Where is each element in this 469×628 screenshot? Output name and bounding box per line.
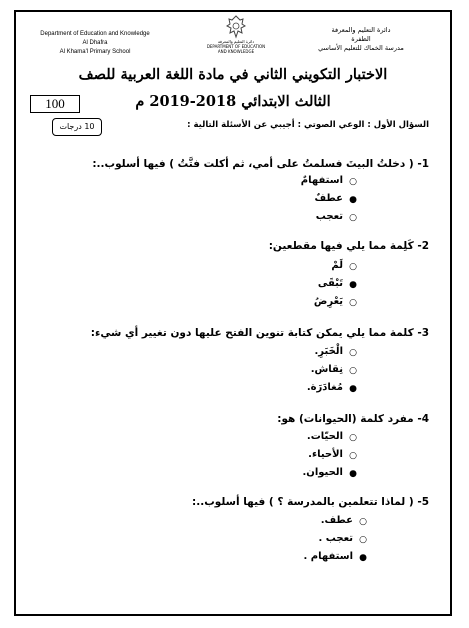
score-box: 100 [30, 95, 80, 113]
header-arabic [301, 26, 421, 53]
logo-text-ar: دائرة التعليم والمعرفة [217, 39, 255, 44]
logo-text-en2: AND KNOWLEDGE [217, 49, 255, 54]
option-bullet: ○ [349, 213, 357, 223]
dept-name-ar: دائرة التعليم والمعرفة [331, 26, 391, 34]
school-name-ar: مدرسة الخماك للتعليم الأساسي [318, 44, 404, 52]
option-text: الْخَبَرِ. [314, 346, 343, 357]
question-3: 3- كلمة مما يلي يمكن كتابة تنوين الفتح عليها دون تغيير أي شيء: [90, 327, 429, 339]
option-text: استفهامٌ [300, 175, 343, 186]
question-1: 1- ( دخلتُ البيتَ فسلمتُ على أمي، ثم أكلت فتَّتُ ) فيها أسلوب..: [92, 158, 429, 170]
exam-title-line1: الاختبار التكويني الثاني في مادة اللغة العربية للصف [78, 66, 388, 83]
question-5: 5- ( لماذا تتعلمين بالمدرسة ؟ ) فيها أسلوب..: [192, 496, 429, 508]
option-text: مُغادَرَة. [306, 382, 343, 393]
option-bullet: ○ [349, 177, 357, 187]
logo-text-en1: DEPARTMENT OF EDUCATION [206, 44, 266, 49]
option-bullet: ○ [359, 535, 367, 545]
section-instruction: السؤال الأول : الوعي الصوتي : أجيبي عن الأسئلة التالية : [187, 120, 429, 130]
option-text: عطفٌ [314, 193, 343, 204]
option-bullet: ○ [349, 298, 357, 308]
option-bullet: ● [349, 469, 357, 479]
option-bullet: ○ [349, 366, 357, 376]
school-name: Al Khama'l Primary School [59, 49, 131, 55]
option-text: الحيوان. [302, 467, 343, 478]
option-bullet: ○ [349, 262, 357, 272]
region-name-ar: الظفرة [351, 35, 371, 43]
dept-name: Department of Education and Knowledge [40, 31, 150, 37]
emblem-logo [196, 15, 276, 61]
option-bullet: ● [349, 280, 357, 290]
option-text: الحيّات. [306, 431, 343, 442]
option-bullet: ● [359, 553, 367, 563]
exam-title-line2: الثالث الابتدائي 2018-2019 م [135, 93, 331, 110]
marks-box: 10 درجات [52, 118, 102, 136]
option-bullet: ○ [349, 433, 357, 443]
option-bullet: ○ [359, 517, 367, 527]
option-text: تَبْقَى [317, 278, 343, 289]
option-bullet: ● [349, 195, 357, 205]
region-name: Al Dhafra [82, 40, 108, 46]
option-bullet: ○ [349, 348, 357, 358]
option-text: نِقاش. [310, 364, 343, 375]
option-text: عطف. [320, 515, 353, 526]
option-text: لَمْ [331, 260, 343, 271]
option-text: الأحياء. [308, 449, 343, 460]
option-text: تعجب [315, 211, 343, 222]
option-bullet: ○ [349, 451, 357, 461]
option-text: يَعْرِضُ [313, 296, 343, 307]
option-text: استفهام . [303, 551, 353, 562]
falcon-emblem-icon [225, 15, 247, 39]
option-bullet: ● [349, 384, 357, 394]
question-4: 4- مفرد كلمة (الحيوانات) هو: [277, 413, 429, 425]
question-2: 2- كَلِمة مما يلي فيها مقطعين: [268, 240, 429, 252]
header-english [30, 30, 160, 57]
option-text: تعجب . [318, 533, 353, 544]
